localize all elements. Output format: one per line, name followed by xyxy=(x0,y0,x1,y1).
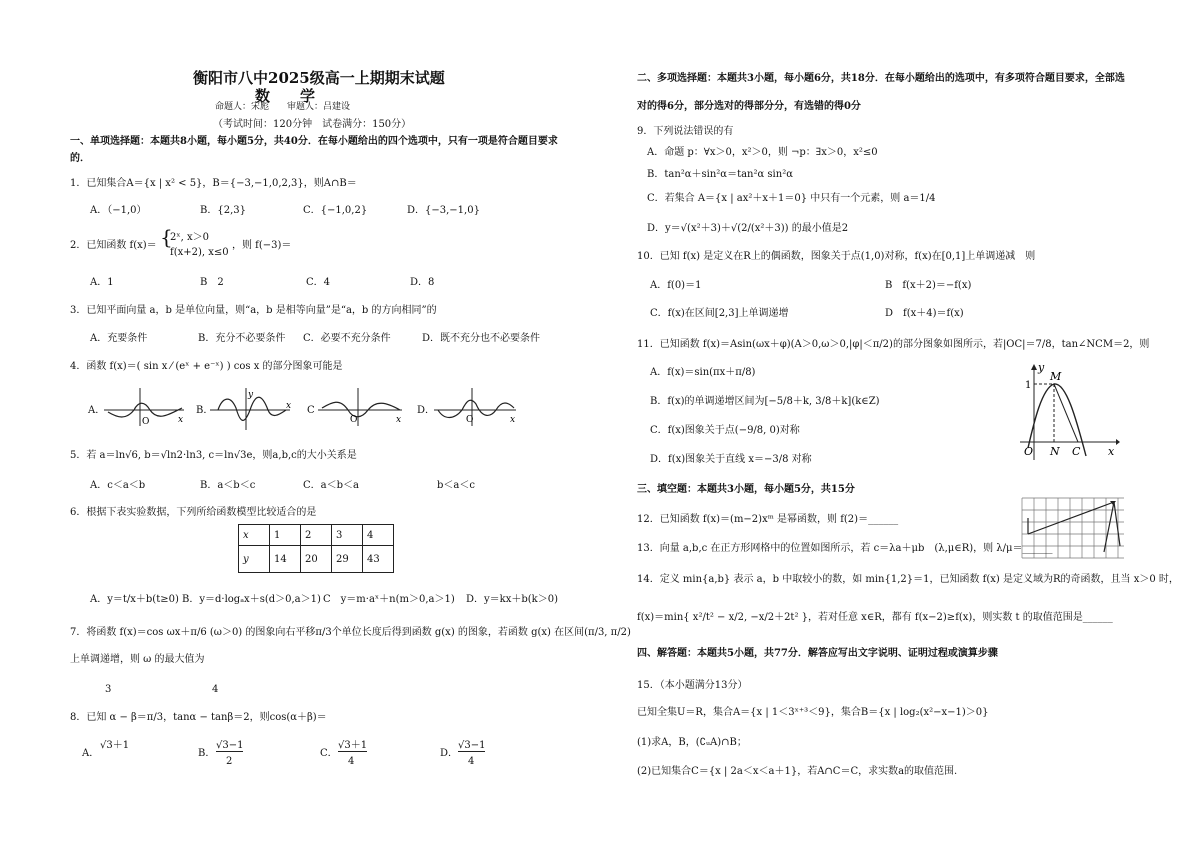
q5-option-b: B．a＜b＜c xyxy=(200,480,256,491)
q1-option-b: B．{2,3} xyxy=(200,205,246,216)
q8-b-numerator: √3−1 xyxy=(216,740,244,751)
q12-stem: 12．已知函数 f(x)＝(m−2)xᵐ 是幂函数，则 f(2)＝______ xyxy=(637,514,899,525)
q6-option-d: D．y＝kx＋b(k＞0) xyxy=(466,594,558,605)
q4-graph-c xyxy=(318,388,404,428)
section2-heading-cont: 对的得6分，部分选对的得部分分，有选错的得0分 xyxy=(637,101,861,112)
q2-tail: ，则 f(−3)＝ xyxy=(232,240,292,251)
q11-option-c: C．f(x)图象关于点(−9/8, 0)对称 xyxy=(650,425,800,436)
table-row xyxy=(239,525,394,546)
table-cell: x xyxy=(239,525,270,546)
q5-option-d: b＜a＜c xyxy=(437,480,475,491)
q11-graph-y: y xyxy=(1038,361,1045,374)
q14-stem-cont: f(x)＝min{ x²/t² − x/2, −x/2＋2t² }，若对任意 x∈R，都有 f(x−2)≥f(x)，则实数 t 的取值范围是______ xyxy=(637,612,1113,623)
q13-stem: 13．向量 a,b,c 在正方形网格中的位置如图所示，若 c＝λa＋μb (λ,μ∈R)，则 λ/μ＝______ xyxy=(637,543,1053,554)
q3-option-b: B．充分不必要条件 xyxy=(198,333,286,344)
q15-part1: (1)求A，B，(∁ᵤA)∩B； xyxy=(637,737,747,748)
q2-brace: { xyxy=(160,225,173,249)
q2-option-d: D．8 xyxy=(410,277,435,288)
q11-graph-m: M xyxy=(1050,370,1062,383)
q11-graph-c: C xyxy=(1072,445,1081,458)
q6-option-b: B．y＝d·logₐx＋s(d＞0,a＞1) xyxy=(182,594,321,605)
q11-sine-graph xyxy=(1020,362,1120,462)
q2-stem: 2．已知函数 f(x)＝ xyxy=(70,240,157,251)
q9-option-c: C．若集合 A＝{x | ax²＋x＋1＝0} 中只有一个元素，则 a＝1/4 xyxy=(647,193,936,204)
table-cell: 20 xyxy=(301,546,332,573)
table-cell: 3 xyxy=(332,525,363,546)
section4-heading: 四、解答题：本题共5小题，共77分．解答应写出文字说明、证明过程或演算步骤 xyxy=(637,648,998,659)
q2-option-a: A．1 xyxy=(90,277,114,288)
q9-option-b: B．tan²α＋sin²α＝tan²α sin²α xyxy=(647,169,793,180)
q8-option-d: D． xyxy=(440,748,459,759)
q4-c-origin: O xyxy=(350,415,358,425)
right-page xyxy=(600,0,1200,849)
q4-option-a: A． xyxy=(88,405,106,416)
q11-option-d: D．f(x)图象关于直线 x＝−3/8 对称 xyxy=(650,454,812,465)
section3-heading: 三、填空题：本题共3小题，每小题5分，共15分 xyxy=(637,484,855,495)
exam-title: 衡阳市八中2025级高一上期期末试题 xyxy=(193,69,445,87)
q11-graph-o: O xyxy=(1024,445,1034,458)
q4-b-y: y xyxy=(248,390,254,400)
q10-option-d: D f(x＋4)＝f(x) xyxy=(885,308,964,319)
q7-stem-cont: 上单调递增，则 ω 的最大值为 xyxy=(70,654,205,665)
section1-heading-cont: 的． xyxy=(70,153,90,164)
q7-option-1: 3 xyxy=(105,684,112,695)
q5-stem: 5．若 a＝ln√6, b＝√ln2·ln3, c＝ln√3e，则a,b,c的大小关系是 xyxy=(70,450,357,461)
q4-b-x: x xyxy=(286,401,292,411)
table-cell: 29 xyxy=(332,546,363,573)
q6-option-a: A．y＝t/x＋b(t≥0) xyxy=(90,594,179,605)
q4-c-x: x xyxy=(396,415,402,425)
q9-option-d: D．y＝√(x²＋3)＋√(2/(x²＋3)) 的最小值是2 xyxy=(647,223,849,234)
table-cell: y xyxy=(239,546,270,573)
q4-option-b: B． xyxy=(196,405,214,416)
q9-option-a: A．命题 p：∀x＞0，x²＞0，则 ¬p：∃x＞0，x²≤0 xyxy=(647,147,878,158)
q8-a-numerator: √3＋1 xyxy=(100,740,130,751)
q2-option-c: C．4 xyxy=(306,277,331,288)
q2-option-b: B 2 xyxy=(200,277,224,288)
authors-line: 命题人：宋彪 审题人：吕建设 xyxy=(215,102,351,112)
q15-given: 已知全集U＝R，集合A＝{x | 1＜3ˣ⁺³＜9}，集合B＝{x | log₂(x²−x−1)＞0} xyxy=(637,707,989,718)
q8-stem: 8．已知 α − β＝π/3，tanα − tanβ＝2，则cos(α＋β)＝ xyxy=(70,712,327,723)
q3-stem: 3．已知平面向量 a，b 是单位向量，则“a，b 是相等向量”是“a，b 的方向相同”的 xyxy=(70,305,437,316)
q3-option-a: A．充要条件 xyxy=(90,333,148,344)
q7-option-2: 4 xyxy=(212,684,219,695)
table-cell: 14 xyxy=(270,546,301,573)
q8-d-numerator: √3−1 xyxy=(458,740,486,751)
table-cell: 1 xyxy=(270,525,301,546)
q7-stem: 7．将函数 f(x)＝cos ωx＋π/6 (ω＞0) 的图象向右平移π/3个单位长度后得到函数 g(x) 的图象，若函数 g(x) 在区间(π/3, π/2) xyxy=(70,627,631,638)
table-cell: 2 xyxy=(301,525,332,546)
q4-option-d: D． xyxy=(417,405,436,416)
q1-stem: 1．已知集合A＝{x | x² < 5}，B＝{−3,−1,0,2,3}，则A∩B＝ xyxy=(70,178,357,189)
exam-time-line: （考试时间：120分钟 试卷满分：150分） xyxy=(213,119,412,130)
q4-graph-d xyxy=(434,388,518,428)
section1-heading: 一、单项选择题：本题共8小题，每小题5分，共40分．在每小题给出的四个选项中，只有一项是符合题目要求 xyxy=(70,136,558,147)
q11-stem: 11．已知函数 f(x)＝Asin(ωx＋φ)(A＞0,ω＞0,|φ|＜π/2)的部分图象如图所示，若|OC|＝7/8，tan∠NCM＝2，则 xyxy=(637,339,1150,350)
q8-c-denominator: 4 xyxy=(348,756,355,767)
q10-option-a: A．f(0)＝1 xyxy=(650,280,702,291)
q11-option-a: A．f(x)＝sin(πx＋π/8) xyxy=(650,367,756,378)
q5-option-a: A．c＜a＜b xyxy=(90,480,146,491)
q10-option-b: B f(x＋2)＝−f(x) xyxy=(885,280,972,291)
q8-b-denominator: 2 xyxy=(226,756,233,767)
q6-stem: 6．根据下表实验数据，下列所给函数模型比较适合的是 xyxy=(70,507,317,518)
q1-option-a: A．（−1,0） xyxy=(90,205,147,216)
subject-title: 数学 xyxy=(255,87,346,105)
q8-c-numerator: √3＋1 xyxy=(338,740,368,751)
q6-option-c: C y＝m·aˣ＋n(m＞0,a＞1) xyxy=(323,594,455,605)
q15-part2: (2)已知集合C＝{x | 2a＜x＜a＋1}，若A∩C＝C，求实数a的取值范围. xyxy=(637,766,958,777)
q4-a-x: x xyxy=(178,415,184,425)
q15-heading: 15．（本小题满分13分） xyxy=(637,680,748,691)
q11-graph-n: N xyxy=(1050,445,1060,458)
q8-d-denominator: 4 xyxy=(468,756,475,767)
q4-d-origin: O xyxy=(466,415,474,425)
q2-piece1: 2ˣ, x＞0 xyxy=(170,232,209,243)
q14-stem: 14．定义 min{a,b} 表示 a，b 中取较小的数，如 min{1,2}＝1，已知函数 f(x) 是定义域为R的奇函数，且当 x＞0 时， xyxy=(637,574,1179,585)
section2-heading: 二、多项选择题：本题共3小题，每小题6分，共18分．在每小题给出的选项中，有多项符合题目要求，全部选 xyxy=(637,73,1125,84)
q8-option-c: C． xyxy=(320,748,338,759)
q4-a-origin: O xyxy=(142,417,150,427)
table-cell: 4 xyxy=(363,525,394,546)
q3-option-d: D．既不充分也不必要条件 xyxy=(422,333,541,344)
q10-stem: 10．已知 f(x) 是定义在R上的偶函数，图象关于点(1,0)对称，f(x)在[0,1]上单调递减 则 xyxy=(637,251,1036,262)
q10-option-c: C．f(x)在区间[2,3]上单调递增 xyxy=(650,308,789,319)
q6-data-table xyxy=(238,524,394,573)
q8-option-a: A． xyxy=(82,748,100,759)
table-cell: 43 xyxy=(363,546,394,573)
table-row xyxy=(239,546,394,573)
q9-stem: 9．下列说法错误的有 xyxy=(637,126,734,137)
q1-option-d: D．{−3,−1,0} xyxy=(407,205,480,216)
q2-piece2: f(x+2), x≤0 xyxy=(170,247,229,258)
q11-graph-one: 1 xyxy=(1025,380,1032,391)
q8-option-b: B． xyxy=(198,748,216,759)
q4-d-x: x xyxy=(510,415,516,425)
q5-option-c: C．a＜b＜a xyxy=(303,480,359,491)
q4-graph-a xyxy=(104,388,186,428)
q3-option-c: C．必要不充分条件 xyxy=(303,333,391,344)
q11-graph-x: x xyxy=(1108,445,1115,458)
q1-option-c: C．{−1,0,2} xyxy=(303,205,368,216)
q4-option-c: C xyxy=(307,405,315,416)
q4-graph-b xyxy=(210,388,294,432)
q11-option-b: B．f(x)的单调递增区间为[−5/8＋k, 3/8＋k](k∈Z) xyxy=(650,396,880,407)
q4-stem: 4．函数 f(x)＝( sin x ⁄ (eˣ + e⁻ˣ) ) cos x 的部分图象可能是 xyxy=(70,361,343,372)
